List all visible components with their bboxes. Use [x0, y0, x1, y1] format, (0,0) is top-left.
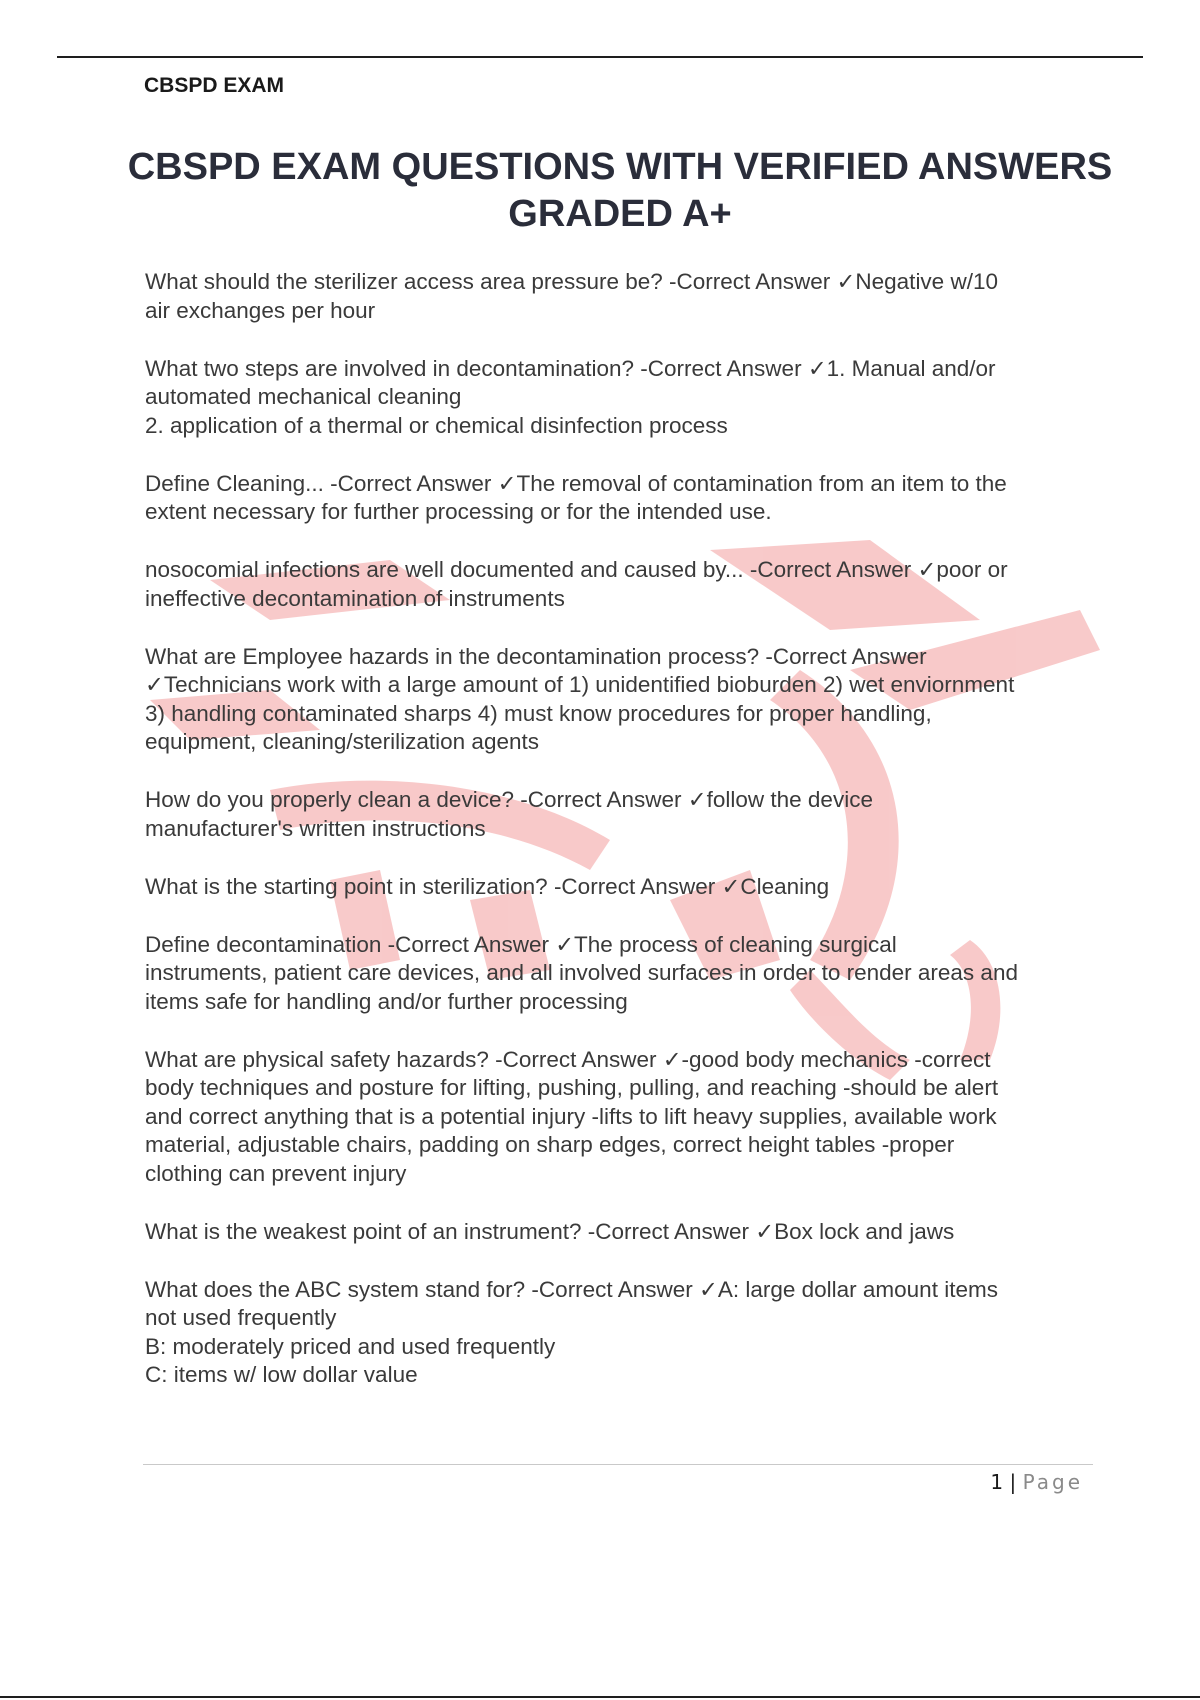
qa-line: 3) handling contaminated sharps 4) must know procedures for proper handling, — [145, 700, 932, 726]
qa-line: Define decontamination -Correct Answer ✓The process of cleaning surgical — [145, 931, 897, 957]
qa-line: automated mechanical cleaning — [145, 384, 462, 409]
page-label: Page — [1022, 1470, 1083, 1494]
qa-line: 2. application of a thermal or chemical disinfection process — [145, 412, 728, 438]
qa-line: items safe for handling and/or further processing — [145, 988, 628, 1014]
qa-line: body techniques and posture for lifting, pushing, pulling, and reaching -should be alert — [145, 1075, 999, 1100]
qa-list — [145, 268, 1095, 1419]
running-header: CBSPD EXAM — [144, 74, 285, 97]
qa-line: not used frequently — [145, 1305, 337, 1330]
bottom-rule — [0, 1696, 1200, 1698]
qa-item — [145, 1276, 1095, 1390]
qa-item — [145, 355, 1095, 441]
qa-item — [145, 786, 1095, 843]
qa-line: clothing can prevent injury — [145, 1160, 407, 1186]
qa-item — [145, 931, 1095, 1017]
qa-item — [145, 873, 1095, 902]
page-footer — [990, 1470, 1083, 1494]
qa-line: What is the weakest point of an instrument? -Correct Answer ✓Box lock and jaws — [145, 1218, 955, 1244]
page-separator: | — [1009, 1470, 1017, 1494]
qa-line: and correct anything that is a potential injury -lifts to lift heavy supplies, available work — [145, 1103, 997, 1129]
qa-line: extent necessary for further processing or for the intended use. — [145, 499, 772, 524]
qa-line: ✓Technicians work with a large amount of 1) unidentified bioburden 2) wet enviornment — [145, 672, 1015, 697]
qa-line: C: items w/ low dollar value — [145, 1362, 418, 1387]
page-number: 1 — [990, 1470, 1004, 1494]
footer-rule — [143, 1464, 1093, 1465]
qa-item — [145, 268, 1095, 325]
page-title: CBSPD EXAM QUESTIONS WITH VERIFIED ANSWERS GRADED A+ — [127, 146, 1113, 235]
qa-line: What does the ABC system stand for? -Correct Answer ✓A: large dollar amount items — [145, 1276, 998, 1302]
qa-item — [145, 1218, 1095, 1247]
qa-item — [145, 556, 1095, 613]
qa-line: How do you properly clean a device? -Correct Answer ✓follow the device — [145, 787, 873, 812]
qa-line: What should the sterilizer access area pressure be? -Correct Answer ✓Negative w/10 — [145, 269, 998, 294]
qa-line: instruments, patient care devices, and all involved surfaces in order to render areas and — [145, 960, 1018, 985]
qa-item — [145, 470, 1095, 527]
qa-line: ineffective decontamination of instruments — [145, 585, 565, 611]
qa-line: material, adjustable chairs, padding on sharp edges, correct height tables -proper — [145, 1132, 955, 1157]
qa-line: What are Employee hazards in the decontamination process? -Correct Answer — [145, 643, 927, 669]
qa-line: manufacturer's written instructions — [145, 815, 486, 841]
qa-item — [145, 643, 1095, 757]
top-rule — [57, 56, 1143, 58]
qa-line: B: moderately priced and used frequently — [145, 1333, 556, 1359]
qa-line: Define Cleaning... -Correct Answer ✓The removal of contamination from an item to the — [145, 470, 1007, 496]
qa-line: nosocomial infections are well documented and caused by... -Correct Answer ✓poor or — [145, 557, 1008, 582]
qa-line: What is the starting point in sterilization? -Correct Answer ✓Cleaning — [145, 873, 830, 899]
qa-line: equipment, cleaning/sterilization agents — [145, 729, 539, 754]
qa-item — [145, 1046, 1095, 1189]
qa-line: What two steps are involved in decontamination? -Correct Answer ✓1. Manual and/or — [145, 355, 996, 381]
qa-line: What are physical safety hazards? -Correct Answer ✓-good body mechanics -correct — [145, 1046, 991, 1072]
qa-line: air exchanges per hour — [145, 297, 376, 323]
